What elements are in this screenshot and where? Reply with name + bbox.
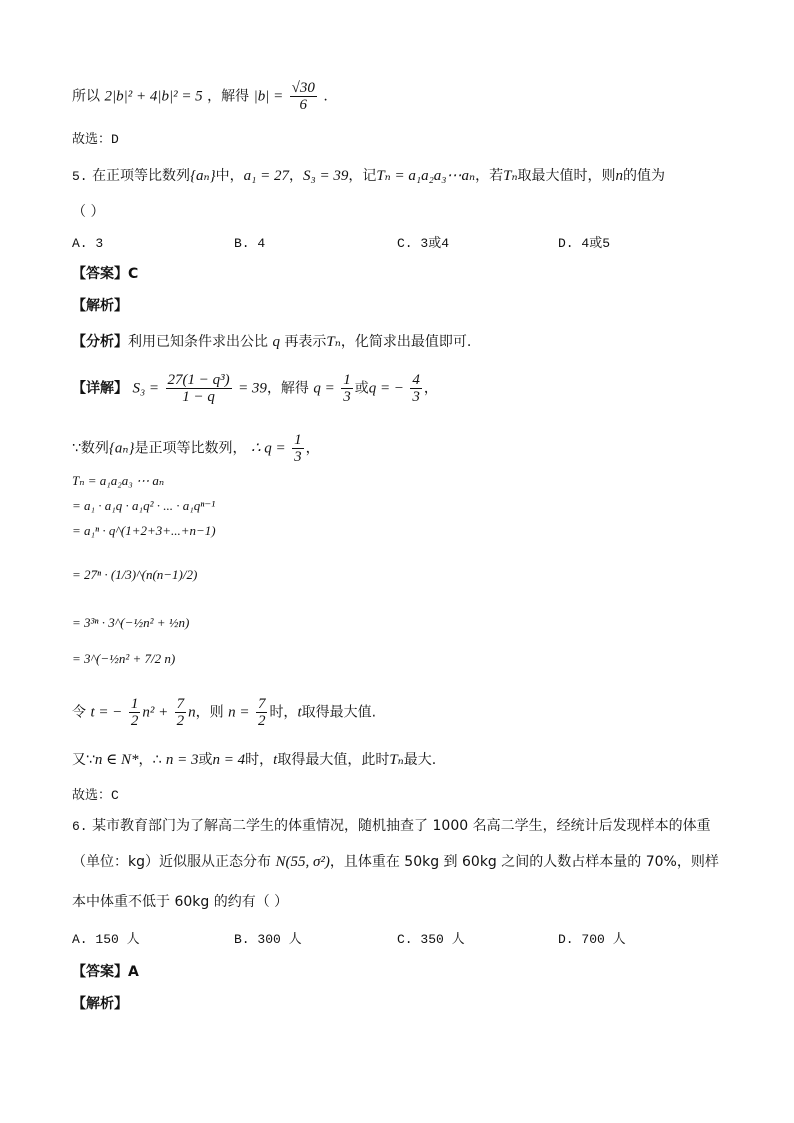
fraction-numerator: 1 (130, 696, 139, 712)
math-cond: a₁ = 27 (243, 168, 289, 184)
because-line (72, 432, 320, 465)
question-6-stem-line1 (72, 816, 711, 837)
also-text: 时， (245, 752, 274, 768)
fenxi-text: 利用已知条件求出公比 (128, 334, 268, 350)
answer-paren: （ ） (72, 204, 105, 220)
option-a: A. 150 人 (72, 932, 140, 947)
fraction-denominator: 3 (294, 449, 302, 465)
fraction-numerator: 1 (343, 372, 351, 388)
also-text: ，∴ (138, 752, 162, 768)
fraction-q1 (341, 372, 353, 405)
let-text: 令 (72, 704, 86, 721)
math-n: n (615, 168, 624, 184)
fraction-numerator: 4 (412, 372, 420, 388)
text-prefix: 所以 (72, 88, 100, 105)
math-n: n (188, 704, 196, 721)
math-n4: n = 4 (212, 752, 246, 768)
fenxi-tag: 【分析】 (72, 334, 128, 350)
option-a: A. 3 (72, 236, 104, 251)
choose-line: 故选：C (72, 788, 119, 803)
math-q: q (272, 334, 280, 350)
math-n2: n² + (142, 704, 169, 721)
math-s3-rhs: = 39 (238, 380, 267, 397)
choose-line-prev: 故选：D (72, 132, 119, 147)
fraction-result (290, 80, 317, 113)
derivation-step: = 3^(−½n² + 7/2 n) (72, 651, 176, 666)
math-result-lhs: |b| = (253, 88, 284, 105)
question-6-stem-line2 (72, 852, 719, 872)
stem-text: （单位：kg）近似服从正态分布 (72, 854, 271, 870)
math-formula: 2|b|² + 4|b|² = 5 (104, 88, 203, 105)
option-d: D. 700 人 (558, 932, 626, 947)
derivation-step: = 3³ⁿ · 3^(−½n² + ½n) (72, 615, 190, 630)
detail-line (72, 372, 438, 405)
fraction-seven-half (175, 696, 187, 729)
let-text: 时， (269, 704, 298, 721)
derivation-step: = a₁ⁿ · q^(1+2+3+...+n−1) (72, 523, 216, 538)
math-t: t = − (90, 704, 123, 721)
analysis-label: 【解析】 (72, 996, 128, 1012)
stem-text: ，记 (348, 168, 377, 184)
fraction-q2 (410, 372, 422, 405)
detail-text: 或 (354, 380, 369, 397)
fenxi-text: 再表示 (284, 334, 327, 350)
derivation-step: = 27ⁿ · (1/3)^(n(n−1)/2) (72, 567, 198, 582)
stem-text: 在正项等比数列 (92, 168, 191, 184)
let-text: 取得最大值. (301, 704, 377, 721)
solution-line-prev (72, 80, 328, 113)
derivation-step: Tₙ = a₁a₂a₃ ⋯ aₙ (72, 473, 165, 488)
math-seq: {aₙ} (108, 440, 135, 457)
question-number: 6. (72, 819, 88, 834)
math-def: Tₙ = a₁a₂a₃⋯aₙ (376, 168, 476, 184)
also-text: 又∵ (72, 752, 95, 768)
question-6-stem-line3: 本中体重不低于 60kg 的约有（ ） (72, 894, 289, 910)
because-text: ， (305, 440, 320, 457)
detail-text: ， (423, 380, 438, 397)
let-line (72, 696, 376, 729)
stem-text: 某市教育部门为了解高二学生的体重情况，随机抽查了 1000 名高二学生，经统计后发现样本的体重 (92, 818, 711, 834)
text-end: . (323, 88, 328, 105)
detail-tag: 【详解】 (72, 380, 128, 397)
detail-text: ，解得 (266, 380, 309, 397)
fraction-denominator: 1 − q (182, 389, 215, 405)
option-d: D. 4或5 (558, 236, 611, 251)
fraction-numerator: 27(1 − q³) (167, 372, 230, 388)
also-text: 取得最大值，此时 (277, 752, 390, 768)
fraction-denominator: 2 (130, 713, 139, 729)
math-cond: S₃ = 39 (302, 168, 349, 184)
stem-text: 的值为 (623, 168, 666, 184)
fraction-half (129, 696, 141, 729)
fraction-q-final (292, 432, 304, 465)
also-line (72, 750, 436, 770)
math-t: t (273, 752, 278, 768)
math-q-eq: q = (313, 380, 335, 397)
analysis-label: 【解析】 (72, 298, 128, 314)
answer-label: 【答案】C (72, 266, 139, 282)
fraction-denominator: 3 (343, 389, 351, 405)
question-number: 5. (72, 169, 88, 184)
let-text: ，则 (195, 704, 224, 721)
stem-text: 中， (215, 168, 244, 184)
option-b: B. 4 (234, 236, 266, 251)
fraction-n-value (256, 696, 268, 729)
option-c: C. 350 人 (397, 932, 465, 947)
math-therefore: ∴ q = (250, 440, 286, 457)
fraction-denominator: 6 (299, 97, 308, 113)
fraction-denominator: 2 (257, 713, 266, 729)
also-text: 最大. (403, 752, 437, 768)
because-text: 是正项等比数列， (134, 440, 247, 457)
option-b: B. 300 人 (234, 932, 302, 947)
fraction-numerator: √30 (291, 80, 315, 96)
math-distribution: N(55, σ²) (275, 854, 330, 870)
stem-text: ，若 (475, 168, 504, 184)
math-t: t (297, 704, 302, 721)
option-c: C. 3或4 (397, 236, 450, 251)
fenxi-line (72, 332, 471, 352)
also-text: 或 (198, 752, 213, 768)
math-seq: {aₙ} (190, 168, 216, 184)
fraction-s3 (166, 372, 232, 405)
fraction-denominator: 2 (176, 713, 185, 729)
math-n-eq: n = (228, 704, 250, 721)
fraction-numerator: 1 (294, 432, 302, 448)
math-q2: q = − (368, 380, 404, 397)
math-tn: Tₙ (503, 168, 518, 184)
fraction-denominator: 3 (412, 389, 420, 405)
math-tn: Tₙ (389, 752, 404, 768)
math-n3: n = 3 (165, 752, 199, 768)
because-text: ∵数列 (72, 440, 109, 457)
stem-text: ，且体重在 50kg 到 60kg 之间的人数占样本量的 70%，则样 (329, 854, 719, 870)
stem-text: ， (288, 168, 303, 184)
stem-text: 取最大值时，则 (517, 168, 616, 184)
math-s3: S₃ = (132, 380, 160, 397)
answer-label: 【答案】A (72, 964, 139, 980)
math-tn: Tₙ (326, 334, 341, 350)
question-5-stem (72, 166, 665, 187)
derivation-step: = a₁ · a₁q · a₁q² · ... · a₁qⁿ⁻¹ (72, 498, 216, 513)
fraction-numerator: 7 (176, 696, 185, 712)
math-set: n ∈ N* (94, 752, 139, 768)
fraction-numerator: 7 (257, 696, 266, 712)
text-mid: ，解得 (207, 88, 250, 105)
fenxi-text: ，化简求出最值即可. (340, 334, 472, 350)
